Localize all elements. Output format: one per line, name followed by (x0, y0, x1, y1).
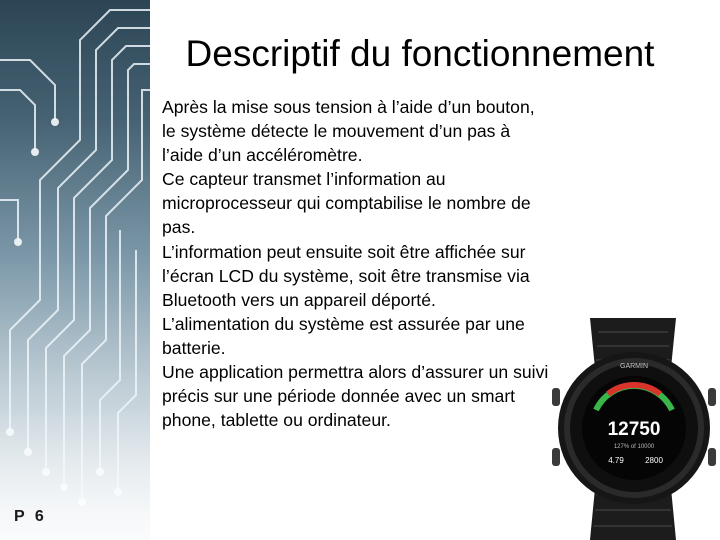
watch-step-count: 12750 (607, 419, 661, 440)
slide-title: Descriptif du fonctionnement (185, 33, 655, 74)
paragraph: Une application permettra alors d’assurer un suivi précis sur une période donnée avec un smart phone, tablette ou ordinateur. (162, 362, 549, 431)
circuit-board-graphic (0, 0, 150, 540)
smartwatch-graphic (548, 318, 720, 540)
page-number: P 6 (14, 508, 47, 525)
circuit-board-decoration (0, 0, 150, 540)
watch-goal-text: 127% of 10000 (613, 444, 655, 450)
paragraph: L’information peut ensuite soit être affichée sur l’écran LCD du système, soit être transmise via Bluetooth vers un appareil déporté. (162, 241, 530, 310)
watch-brand: GARMIN (620, 363, 648, 370)
slide-body (162, 95, 552, 432)
watch-left-stat: 4.79 (608, 456, 624, 465)
paragraph: Après la mise sous tension à l’aide d’un bouton, le système détecte le mouvement d’un pas à l’aide d’un accéléromètre. (162, 97, 535, 166)
paragraph: Ce capteur transmet l’information au microprocesseur qui comptabilise le nombre de pas. (162, 169, 531, 238)
watch-right-stat: 2800 (645, 456, 663, 465)
paragraph: L’alimentation du système est assurée par une batterie. (162, 313, 525, 358)
smartwatch-image (548, 318, 720, 540)
